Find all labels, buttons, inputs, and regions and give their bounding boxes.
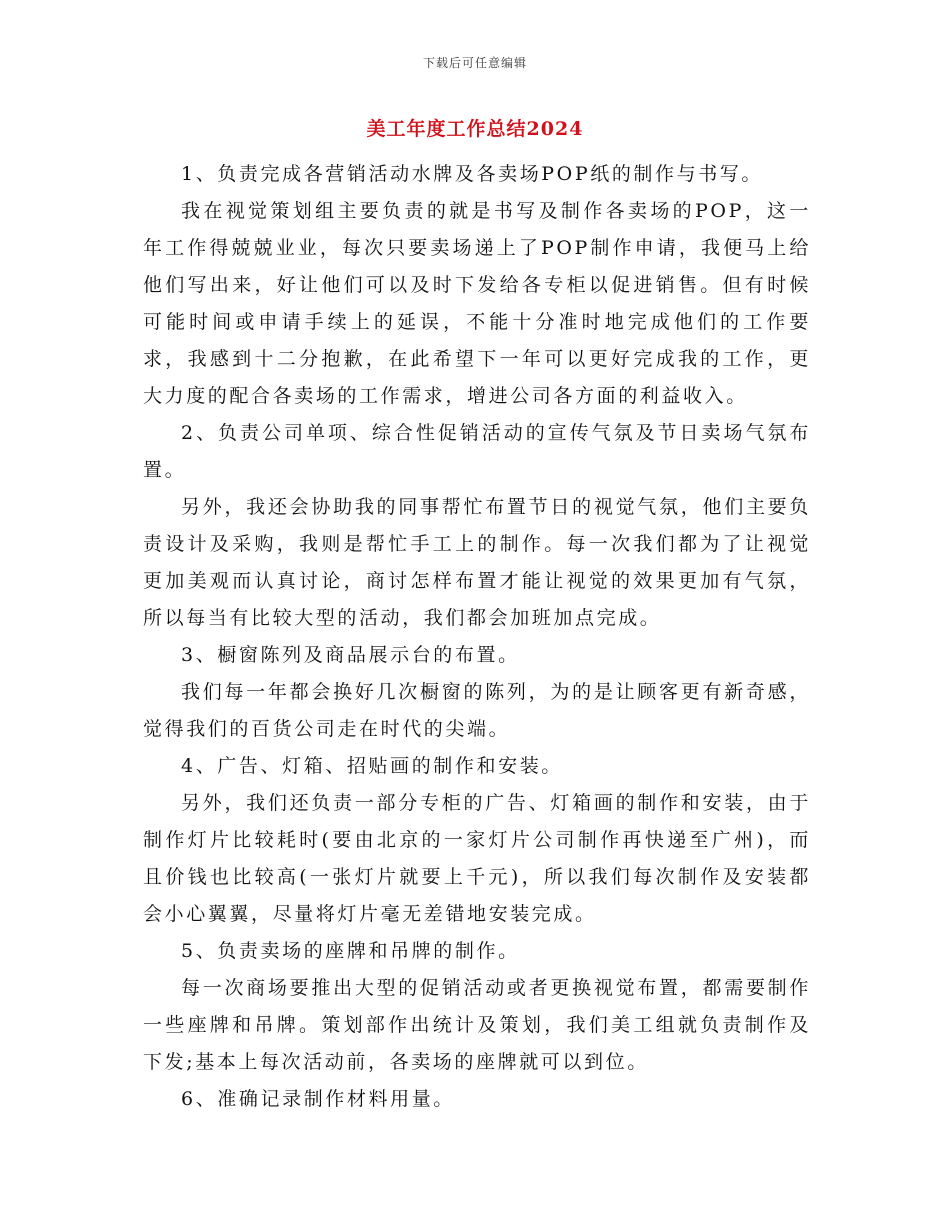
document-title: 美工年度工作总结2024: [366, 118, 584, 140]
paragraph-item-6-heading: 6、准确记录制作材料用量。: [181, 1088, 455, 1110]
paragraph-item-2-body: 另外，我还会协助我的同事帮忙布置节日的视觉气氛，他们主要负责设计及采购，我则是帮忙手工上的制作。每一次我们都为了让视觉更加美观而认真讨论，商讨怎样布置才能让视觉的效果更加有气氛，所以每当有比较大型的活动，我们都会加班加点完成。: [143, 496, 811, 629]
paragraph-item-5-heading: 5、负责卖场的座牌和吊牌的制作。: [181, 940, 520, 962]
paragraph-item-3-body: 我们每一年都会换好几次橱窗的陈列，为的是让顾客更有新奇感，觉得我们的百货公司走在时代的尖端。: [143, 681, 811, 740]
paragraph-item-3-heading: 3、橱窗陈列及商品展示台的布置。: [181, 644, 520, 666]
paragraph-item-1-body: 我在视觉策划组主要负责的就是书写及制作各卖场的POP，这一年工作得兢兢业业，每次只要卖场递上了POP制作申请，我便马上给他们写出来，好让他们可以及时下发给各专柜以促进销售。但有时候可能时间或申请手续上的延误，不能十分准时地完成他们的工作要求，我感到十二分抱歉，在此希望下一年可以更好完成我的工作，更大力度的配合各卖场的工作需求，增进公司各方面的利益收入。: [143, 200, 811, 407]
paragraph-item-4-heading: 4、广告、灯箱、招贴画的制作和安装。: [181, 755, 563, 777]
paragraph-item-5-body: 每一次商场要推出大型的促销活动或者更换视觉布置，都需要制作一些座牌和吊牌。策划部作出统计及策划，我们美工组就负责制作及下发;基本上每次活动前，各卖场的座牌就可以到位。: [143, 977, 811, 1073]
paragraph-item-4-body: 另外，我们还负责一部分专柜的广告、灯箱画的制作和安装，由于制作灯片比较耗时(要由北京的一家灯片公司制作再快递至广州)，而且价钱也比较高(一张灯片就要上千元)，所以我们每次制作及安装都会小心翼翼，尽量将灯片毫无差错地安装完成。: [143, 792, 811, 925]
paragraph-item-2-heading: 2、负责公司单项、综合性促销活动的宣传气氛及节日卖场气氛布置。: [143, 422, 811, 481]
paragraph-item-1-heading: 1、负责完成各营销活动水牌及各卖场POP纸的制作与书写。: [181, 163, 764, 185]
header-note: 下载后可任意编辑: [422, 56, 527, 70]
document-body: [143, 156, 811, 1118]
